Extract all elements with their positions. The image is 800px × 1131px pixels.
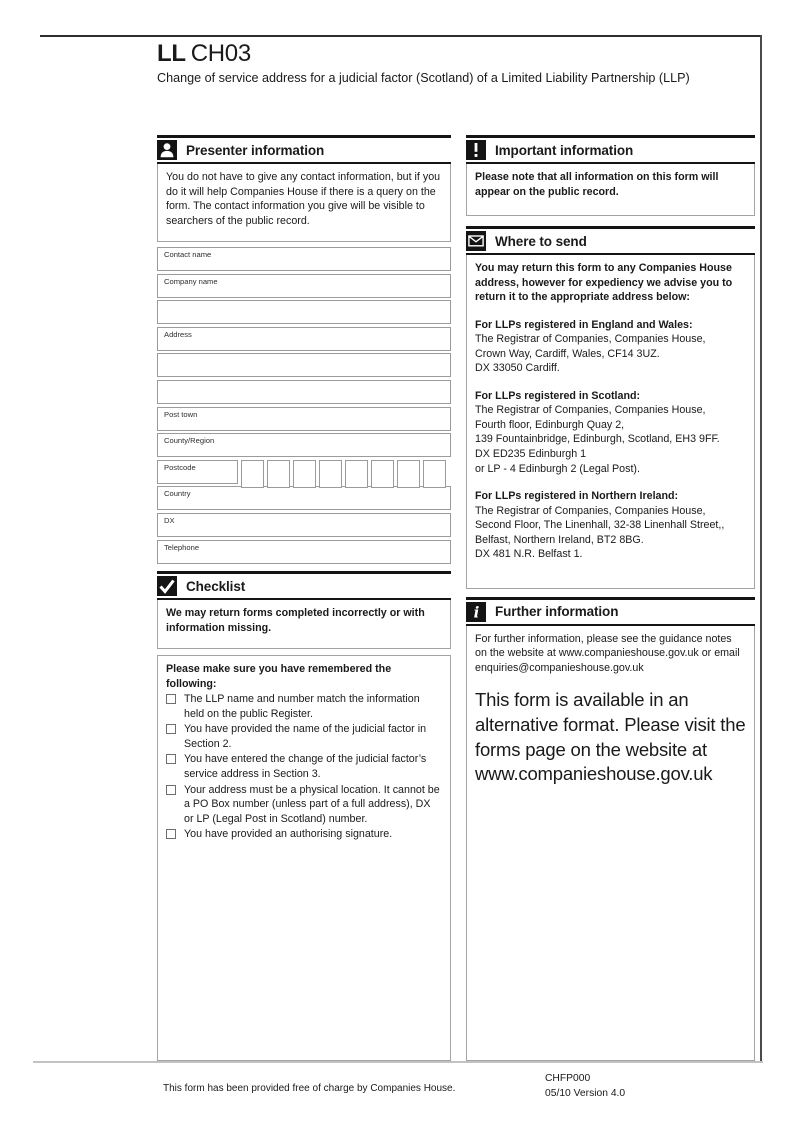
footer-version: 05/10 Version 4.0 <box>545 1088 626 1100</box>
form-subtitle: Change of service address for a judicial factor (Scotland) of a Limited Liability Partnership (LLP) <box>157 71 690 85</box>
postcode-cell-6[interactable] <box>371 460 394 488</box>
form-code <box>157 40 757 68</box>
postcode-cell-5[interactable] <box>345 460 368 488</box>
address-group-scotland: For LLPs registered in Scotland: The Registrar of Companies, Companies House, Fourth floor, Edinburgh Quay 2, 139 Fountainbridge, Edinburgh, Scotland, EH3 9FF. DX ED235 Edinburgh 1 or LP - 4 Edinburgh 2 (Legal Post). <box>475 389 746 476</box>
where-to-send-header <box>466 226 755 255</box>
address-line: The Registrar of Companies, Companies House, <box>475 404 706 417</box>
checklist-item-2: You have provided the name of the judicial factor in Section 2. <box>166 722 442 751</box>
where-to-send-body <box>466 255 755 589</box>
form-title-block <box>157 40 757 85</box>
address-line: or LP - 4 Edinburgh 2 (Legal Post). <box>475 462 640 475</box>
checklist-item-4: Your address must be a physical location. It cannot be a PO Box number (unless part of a full address), DX or LP (Legal Post in Scotland) number. <box>166 783 442 827</box>
where-to-send-intro: You may return this form to any Companies House address, however for expediency we advise you to return it to the appropriate address below: <box>475 262 733 304</box>
footer-version-block <box>545 1071 625 1102</box>
further-information-title: Further information <box>495 604 619 620</box>
presenter-information-header <box>157 135 451 164</box>
left-column <box>157 135 451 1061</box>
checklist-header <box>157 571 451 600</box>
address-line: DX 33050 Cardiff. <box>475 362 560 375</box>
presenter-fields <box>157 247 451 566</box>
presenter-information-title: Presenter information <box>186 142 325 158</box>
field-county-region[interactable]: County/Region <box>157 433 451 457</box>
postcode-cell-7[interactable] <box>397 460 420 488</box>
address-line: The Registrar of Companies, Companies House, <box>475 333 706 346</box>
field-company-name-cont[interactable] <box>157 300 451 324</box>
checkbox-service-address-change[interactable] <box>166 754 176 764</box>
address-group-england-wales: For LLPs registered in England and Wales: The Registrar of Companies, Companies House, Crown Way, Cardiff, Wales, CF14 3UZ. DX 33050 Cardiff. <box>475 318 746 376</box>
envelope-icon <box>466 231 486 251</box>
address-line: The Registrar of Companies, Companies House, <box>475 504 706 517</box>
checklist-item-3: You have entered the change of the judicial factor’s service address in Section 3. <box>166 752 442 781</box>
field-postcode <box>157 460 451 484</box>
footer-form-code: CHFP000 <box>545 1073 591 1084</box>
field-company-name[interactable]: Company name <box>157 274 451 298</box>
field-telephone[interactable]: Telephone <box>157 540 451 564</box>
checkbox-physical-location[interactable] <box>166 785 176 795</box>
field-country[interactable]: Country <box>157 486 451 510</box>
checklist-item-5: You have provided an authorising signature. <box>166 827 442 842</box>
where-to-send-title: Where to send <box>495 233 587 249</box>
field-address[interactable]: Address <box>157 327 451 351</box>
checklist-warning: We may return forms completed incorrectly or with information missing. <box>157 600 451 649</box>
exclamation-icon <box>466 140 486 160</box>
important-information-header <box>466 135 755 164</box>
right-column <box>466 135 755 1061</box>
field-dx[interactable]: DX <box>157 513 451 537</box>
important-information-title: Important information <box>495 142 634 158</box>
address-line: DX 481 N.R. Belfast 1. <box>475 548 583 561</box>
checklist-item-1: The LLP name and number match the information held on the public Register. <box>166 692 442 721</box>
postcode-cell-2[interactable] <box>267 460 290 488</box>
form-code-prefix: LL <box>157 40 186 67</box>
address-line: Belfast, Northern Ireland, BT2 8BG. <box>475 533 644 546</box>
person-icon <box>157 140 177 160</box>
address-line: Crown Way, Cardiff, Wales, CF14 3UZ. <box>475 347 660 360</box>
address-group-northern-ireland: For LLPs registered in Northern Ireland: The Registrar of Companies, Companies House, Second Floor, The Linenhall, 32-38 Linenhall Street,, Belfast, Northern Ireland, BT2 8BG. DX 481 N.R. Belfast 1. <box>475 489 746 562</box>
postcode-cell-4[interactable] <box>319 460 342 488</box>
form-code-number: CH03 <box>190 40 251 67</box>
info-icon <box>466 602 486 622</box>
important-information-text: Please note that all information on this form will appear on the public record. <box>466 164 755 216</box>
address-line: Second Floor, The Linenhall, 32-38 Linenhall Street,, <box>475 519 725 532</box>
postcode-cell-8[interactable] <box>423 460 446 488</box>
address-line: DX ED235 Edinburgh 1 <box>475 448 587 461</box>
checkbox-llp-name[interactable] <box>166 694 176 704</box>
postcode-cell-1[interactable] <box>241 460 264 488</box>
postcode-label-box[interactable]: Postcode <box>157 460 238 484</box>
checkbox-authorising-signature[interactable] <box>166 829 176 839</box>
page-right-rule <box>760 35 762 1062</box>
checklist-body <box>157 655 451 1061</box>
checkmark-icon <box>157 576 177 596</box>
svg-text:i: i <box>473 603 480 622</box>
page-top-rule <box>40 35 762 37</box>
further-information-text: For further information, please see the guidance notes on the website at www.companieshouse.gov.uk or email enquiries@companieshouse.gov.uk <box>475 632 740 674</box>
footer-free-of-charge: This form has been provided free of charge by Companies House. <box>163 1083 456 1094</box>
further-information-header <box>466 597 755 626</box>
further-information-body <box>466 626 755 1061</box>
postcode-cell-3[interactable] <box>293 460 316 488</box>
alternative-format-text: This form is available in an alternative format. Please visit the forms page on the website at www.companieshouse.gov.uk <box>475 689 746 785</box>
checklist-intro: Please make sure you have remembered the following: <box>166 663 392 690</box>
checkbox-judicial-factor-name[interactable] <box>166 724 176 734</box>
presenter-information-text: You do not have to give any contact information, but if you do it will help Companies House if there is a query on the form. The contact information you give will be visible to searchers of the public record. <box>157 164 451 242</box>
checklist-title: Checklist <box>186 578 246 594</box>
field-contact-name[interactable]: Contact name <box>157 247 451 271</box>
address-line: Fourth floor, Edinburgh Quay 2, <box>475 418 625 431</box>
page-bottom-rule <box>33 1061 763 1063</box>
field-address-cont-2[interactable] <box>157 380 451 404</box>
address-line: 139 Fountainbridge, Edinburgh, Scotland, EH3 9FF. <box>475 433 720 446</box>
field-address-cont-1[interactable] <box>157 353 451 377</box>
field-post-town[interactable]: Post town <box>157 407 451 431</box>
